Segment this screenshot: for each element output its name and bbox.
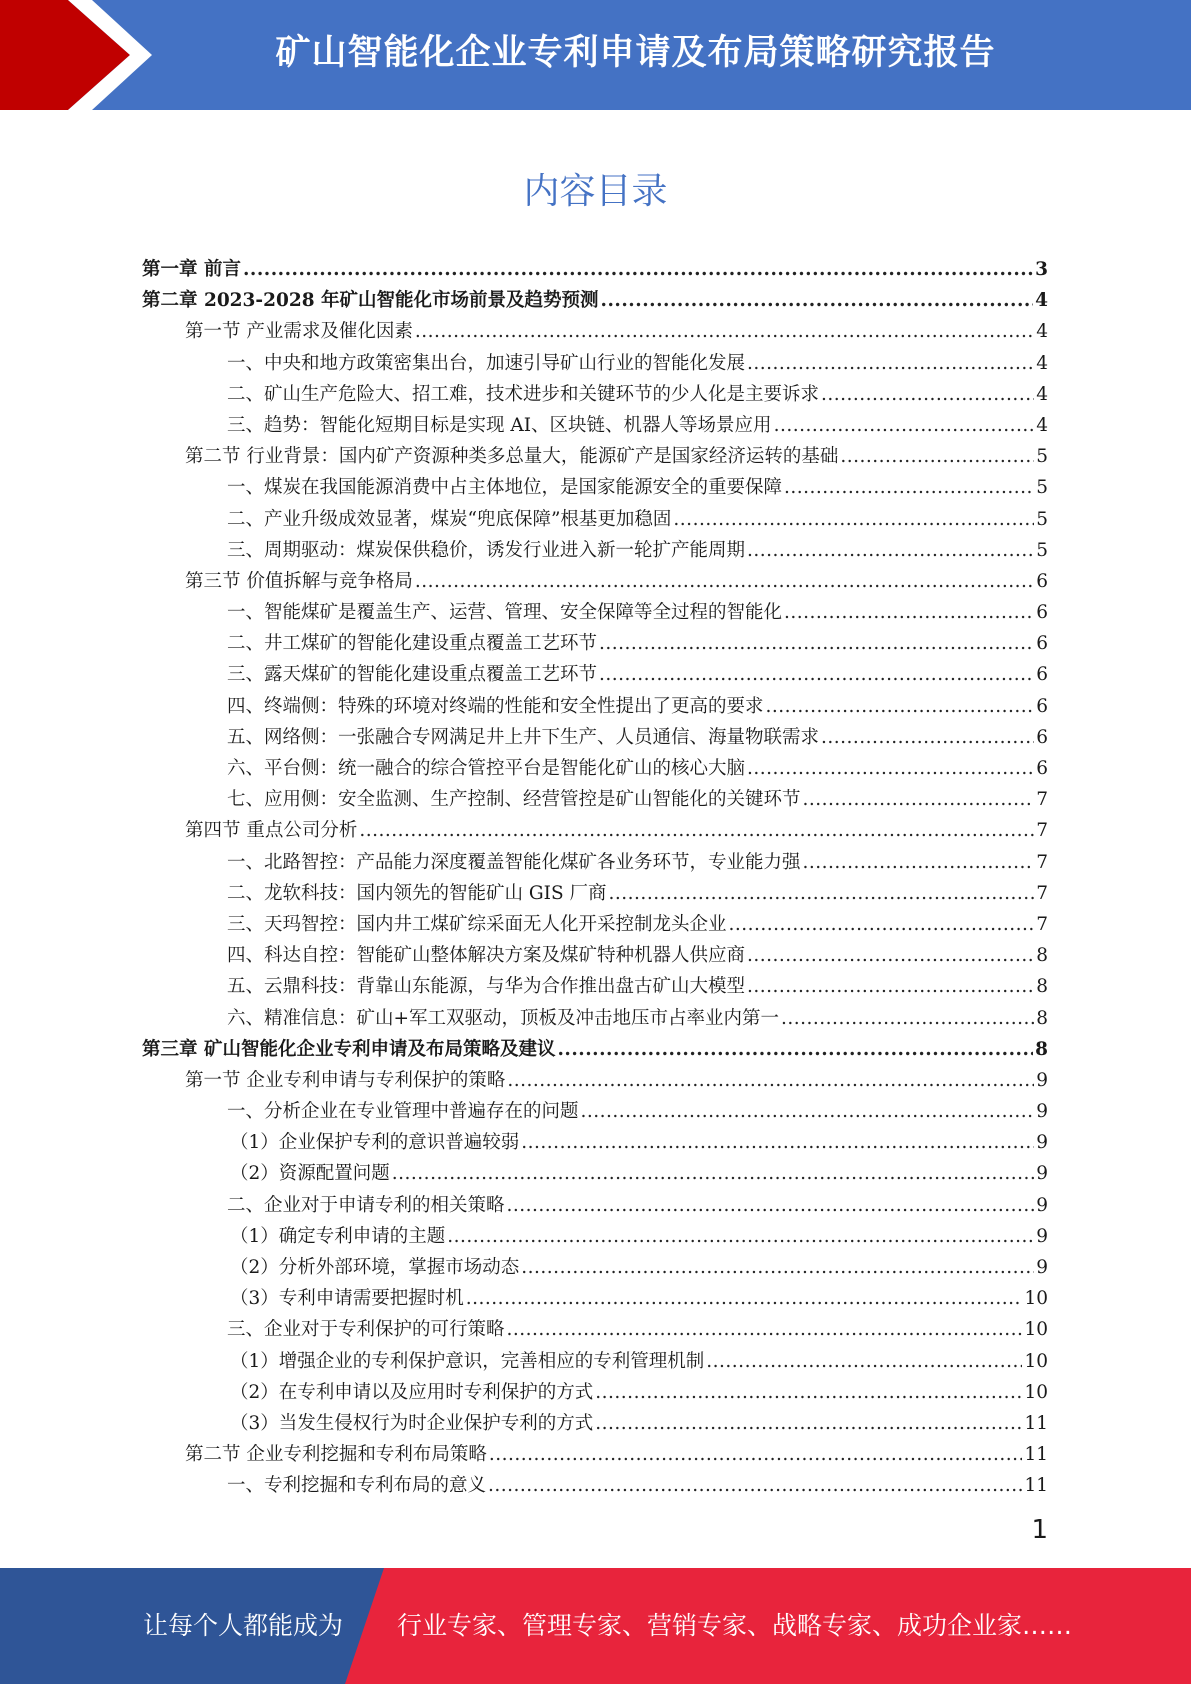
toc-entry-page: 4	[1036, 414, 1048, 436]
toc-entry-title: 三、露天煤矿的智能化建设重点覆盖工艺环节	[227, 664, 598, 686]
toc-entry-title: （3）当发生侵权行为时企业保护专利的方式	[230, 1412, 594, 1434]
toc-entry[interactable]	[142, 1470, 1048, 1501]
toc-leader-dots	[488, 1470, 1022, 1501]
header-arrow-decoration	[0, 0, 170, 110]
toc-entry[interactable]	[142, 1190, 1048, 1221]
toc-entry-page: 6	[1036, 602, 1048, 624]
toc-entry-page: 4	[1035, 290, 1048, 312]
toc-leader-dots	[747, 971, 1034, 1002]
toc-entry[interactable]	[142, 1096, 1048, 1127]
toc-entry-page: 10	[1024, 1319, 1048, 1341]
toc-heading: 内容目录	[523, 171, 668, 212]
toc-entry-title: 一、煤炭在我国能源消费中占主体地位，是国家能源安全的重要保障	[227, 477, 783, 499]
toc-entry-page: 4	[1036, 352, 1048, 374]
toc-entry-page: 6	[1036, 570, 1048, 592]
toc-leader-dots	[507, 1065, 1034, 1096]
toc-entry[interactable]	[142, 1314, 1048, 1345]
toc-entry-title: 二、矿山生产危险大、招工难，技术进步和关键环节的少人化是主要诉求	[227, 383, 820, 405]
toc-entry-title: 三、天玛智控：国内井工煤矿综采面无人化开采控制龙头企业	[227, 913, 727, 935]
toc-entry-title: （2）在专利申请以及应用时专利保护的方式	[230, 1381, 594, 1403]
toc-entry-page: 9	[1036, 1069, 1048, 1091]
toc-entry[interactable]	[142, 815, 1048, 846]
toc-entry-page: 3	[1035, 259, 1048, 280]
toc-entry-title: （1）增强企业的专利保护意识，完善相应的专利管理机制	[230, 1350, 705, 1372]
toc-entry-title: 第三节 价值拆解与竞争格局	[185, 570, 413, 592]
toc-leader-dots	[521, 1127, 1034, 1158]
toc-entry-page: 5	[1036, 477, 1048, 499]
toc-entry-page: 9	[1036, 1257, 1048, 1278]
toc-entry-title: 一、北路智控：产品能力深度覆盖智能化煤矿各业务环节，专业能力强	[227, 851, 801, 873]
toc-leader-dots	[601, 285, 1034, 316]
toc-entry-title: 四、科达自控：智能矿山整体解决方案及煤矿特种机器人供应商	[227, 945, 746, 967]
toc-entry-title: 第一节 产业需求及催化因素	[185, 321, 413, 343]
footer-slogan-left: 让每个人都能成为	[143, 1611, 344, 1640]
toc-entry-title: （1）确定专利申请的主题	[230, 1225, 446, 1247]
toc-leader-dots	[803, 784, 1035, 815]
toc-leader-dots	[507, 1314, 1023, 1345]
toc-entry-page: 9	[1036, 1194, 1048, 1216]
toc-entry[interactable]	[142, 1065, 1048, 1096]
toc-leader-dots	[840, 441, 1034, 472]
toc-entry[interactable]	[142, 878, 1048, 909]
toc-leader-dots	[781, 1003, 1034, 1034]
toc-entry[interactable]	[142, 379, 1048, 410]
toc-entry-page: 8	[1036, 976, 1048, 998]
toc-entry-title: 一、智能煤矿是覆盖生产、运营、管理、安全保障等全过程的智能化	[227, 602, 783, 624]
toc-entry[interactable]	[142, 566, 1048, 597]
toc-entry-page: 7	[1036, 820, 1048, 842]
toc-entry-title: 六、精准信息：矿山+军工双驱动，顶板及冲击地压市占率业内第一	[227, 1007, 780, 1029]
toc-leader-dots	[521, 1252, 1034, 1283]
toc-leader-dots	[392, 1158, 1034, 1189]
toc-entry[interactable]	[142, 597, 1048, 628]
toc-entry[interactable]	[142, 348, 1048, 379]
toc-leader-dots	[466, 1283, 1023, 1314]
toc-entry-page: 11	[1024, 1475, 1048, 1497]
toc-entry-page: 9	[1036, 1225, 1048, 1247]
toc-leader-dots	[774, 410, 1035, 441]
toc-entry-title: （3）专利申请需要把握时机	[230, 1288, 464, 1310]
toc-entry[interactable]	[142, 1127, 1048, 1158]
report-title: 矿山智能化企业专利申请及布局策略研究报告	[275, 33, 996, 73]
toc-entry-page: 10	[1024, 1288, 1048, 1310]
toc-leader-dots	[447, 1221, 1034, 1252]
toc-entry-page: 11	[1024, 1412, 1048, 1434]
toc-entry-title: 第四节 重点公司分析	[185, 820, 358, 842]
toc-entry[interactable]	[142, 1003, 1048, 1034]
toc-entry-title: 第二节 企业专利挖掘和专利布局策略	[185, 1444, 487, 1466]
toc-entry[interactable]	[142, 659, 1048, 690]
toc-entry-page: 4	[1036, 383, 1048, 405]
toc-entry[interactable]	[142, 254, 1048, 285]
toc-entry-title: 一、分析企业在专业管理中普遍存在的问题	[227, 1101, 579, 1123]
toc-leader-dots	[609, 878, 1035, 909]
toc-entry-page: 6	[1036, 633, 1048, 655]
toc-leader-dots	[706, 1346, 1022, 1377]
toc-leader-dots	[766, 691, 1035, 722]
toc-entry-title: 第二节 行业背景：国内矿产资源种类多总量大，能源矿产是国家经济运转的基础	[185, 446, 839, 468]
toc-leader-dots	[599, 628, 1034, 659]
footer-slogan-right: 行业专家、管理专家、营销专家、战略专家、成功企业家……	[397, 1611, 1073, 1640]
toc-entry-page: 6	[1036, 664, 1048, 686]
toc-entry[interactable]	[142, 1034, 1048, 1065]
toc-leader-dots	[784, 472, 1034, 503]
toc-leader-dots	[415, 566, 1034, 597]
toc-entry[interactable]	[142, 628, 1048, 659]
toc-leader-dots	[747, 535, 1034, 566]
toc-entry-page: 9	[1036, 1163, 1048, 1185]
toc-entry-page: 5	[1036, 539, 1048, 561]
toc-leader-dots	[489, 1439, 1023, 1470]
toc-entry-title: （1）企业保护专利的意识普遍较弱	[230, 1132, 520, 1154]
toc-entry[interactable]	[142, 971, 1048, 1002]
toc-entry[interactable]	[142, 753, 1048, 784]
toc-entry[interactable]	[142, 1221, 1048, 1252]
toc-entry[interactable]	[142, 847, 1048, 878]
toc-entry-title: （2）资源配置问题	[230, 1163, 390, 1185]
toc-entry-title: （2）分析外部环境，掌握市场动态	[230, 1257, 520, 1278]
toc-entry-title: 六、平台侧：统一融合的综合管控平台是智能化矿山的核心大脑	[227, 758, 746, 779]
toc-entry-page: 10	[1024, 1381, 1048, 1403]
toc-leader-dots	[507, 1190, 1035, 1221]
toc-leader-dots	[581, 1096, 1035, 1127]
toc-entry-title: 四、终端侧：特殊的环境对终端的性能和安全性提出了更高的要求	[227, 695, 764, 717]
toc-entry-title: 七、应用侧：安全监测、生产控制、经营管控是矿山智能化的关键环节	[227, 789, 801, 811]
toc-leader-dots	[557, 1034, 1033, 1065]
toc-entry-page: 7	[1036, 789, 1048, 811]
toc-entry[interactable]	[142, 909, 1048, 940]
toc-leader-dots	[747, 753, 1034, 784]
toc-entry-page: 7	[1036, 913, 1048, 935]
toc-entry-title: 二、产业升级成效显著，煤炭“兜底保障”根基更加稳固	[227, 508, 672, 530]
toc-entry[interactable]	[142, 1283, 1048, 1314]
toc-entry[interactable]	[142, 410, 1048, 441]
toc-entry-page: 11	[1024, 1444, 1048, 1466]
toc-leader-dots	[729, 909, 1035, 940]
toc-entry[interactable]	[142, 1158, 1048, 1189]
toc-leader-dots	[595, 1377, 1022, 1408]
toc-entry-title: 三、趋势：智能化短期目标是实现 AI、区块链、机器人等场景应用	[227, 414, 772, 436]
header-banner	[0, 0, 1191, 110]
toc-leader-dots	[359, 815, 1034, 846]
toc-entry-title: 一、专利挖掘和专利布局的意义	[227, 1475, 487, 1497]
toc-entry[interactable]	[142, 691, 1048, 722]
toc-leader-dots	[415, 316, 1034, 347]
toc-entry-page: 10	[1024, 1350, 1048, 1372]
toc-entry[interactable]	[142, 472, 1048, 503]
footer-banner	[0, 1568, 1191, 1684]
toc-entry[interactable]	[142, 940, 1048, 971]
toc-entry-title: 五、网络侧：一张融合专网满足井上井下生产、人员通信、海量物联需求	[227, 726, 820, 748]
toc-leader-dots	[747, 940, 1034, 971]
toc-entry[interactable]	[142, 784, 1048, 815]
toc-leader-dots	[599, 659, 1034, 690]
toc-entry-page: 7	[1036, 882, 1048, 904]
toc-entry[interactable]	[142, 1377, 1048, 1408]
table-of-contents	[142, 254, 1048, 1502]
toc-entry-title: 二、龙软科技：国内领先的智能矿山 GIS 厂商	[227, 882, 607, 904]
toc-entry-page: 9	[1036, 1101, 1048, 1123]
toc-entry-title: 第三章 矿山智能化企业专利申请及布局策略及建议	[142, 1038, 556, 1060]
toc-entry-title: 五、云鼎科技：背靠山东能源，与华为合作推出盘古矿山大模型	[227, 976, 746, 998]
toc-entry-page: 6	[1036, 695, 1048, 717]
toc-entry[interactable]	[142, 1439, 1048, 1470]
toc-entry[interactable]	[142, 722, 1048, 753]
toc-entry[interactable]	[142, 1252, 1048, 1283]
toc-entry-page: 5	[1036, 508, 1048, 530]
toc-entry-page: 9	[1036, 1132, 1048, 1154]
toc-leader-dots	[747, 348, 1034, 379]
toc-entry-title: 一、中央和地方政策密集出台，加速引导矿山行业的智能化发展	[227, 352, 746, 374]
toc-entry-title: 二、企业对于申请专利的相关策略	[227, 1194, 505, 1216]
toc-entry-page: 8	[1036, 1007, 1048, 1029]
toc-entry[interactable]	[142, 316, 1048, 347]
toc-leader-dots	[595, 1408, 1022, 1439]
toc-leader-dots	[803, 847, 1035, 878]
toc-entry[interactable]	[142, 535, 1048, 566]
toc-entry-title: 二、井工煤矿的智能化建设重点覆盖工艺环节	[227, 633, 598, 655]
toc-entry-title: 三、企业对于专利保护的可行策略	[227, 1319, 505, 1341]
toc-entry-page: 6	[1036, 726, 1048, 748]
toc-entry[interactable]	[142, 1346, 1048, 1377]
toc-entry-title: 第二章 2023-2028 年矿山智能化市场前景及趋势预测	[142, 290, 599, 312]
toc-entry-page: 7	[1036, 851, 1048, 873]
toc-leader-dots	[821, 722, 1034, 753]
toc-entry[interactable]	[142, 1408, 1048, 1439]
toc-entry-page: 5	[1036, 446, 1048, 468]
toc-entry-page: 8	[1035, 1038, 1048, 1060]
toc-leader-dots	[673, 504, 1034, 535]
toc-entry-title: 第一节 企业专利申请与专利保护的策略	[185, 1069, 506, 1091]
toc-entry-title: 三、周期驱动：煤炭保供稳价，诱发行业进入新一轮扩产能周期	[227, 539, 746, 561]
toc-leader-dots	[784, 597, 1034, 628]
toc-entry[interactable]	[142, 285, 1048, 316]
toc-leader-dots	[821, 379, 1034, 410]
toc-entry-page: 8	[1036, 945, 1048, 967]
toc-entry-title: 第一章 前言	[142, 259, 241, 280]
toc-leader-dots	[243, 254, 1033, 285]
toc-entry-page: 6	[1036, 758, 1048, 779]
page-number: 1	[1031, 1515, 1048, 1545]
toc-entry[interactable]	[142, 504, 1048, 535]
toc-entry-page: 4	[1036, 321, 1048, 343]
toc-entry[interactable]	[142, 441, 1048, 472]
